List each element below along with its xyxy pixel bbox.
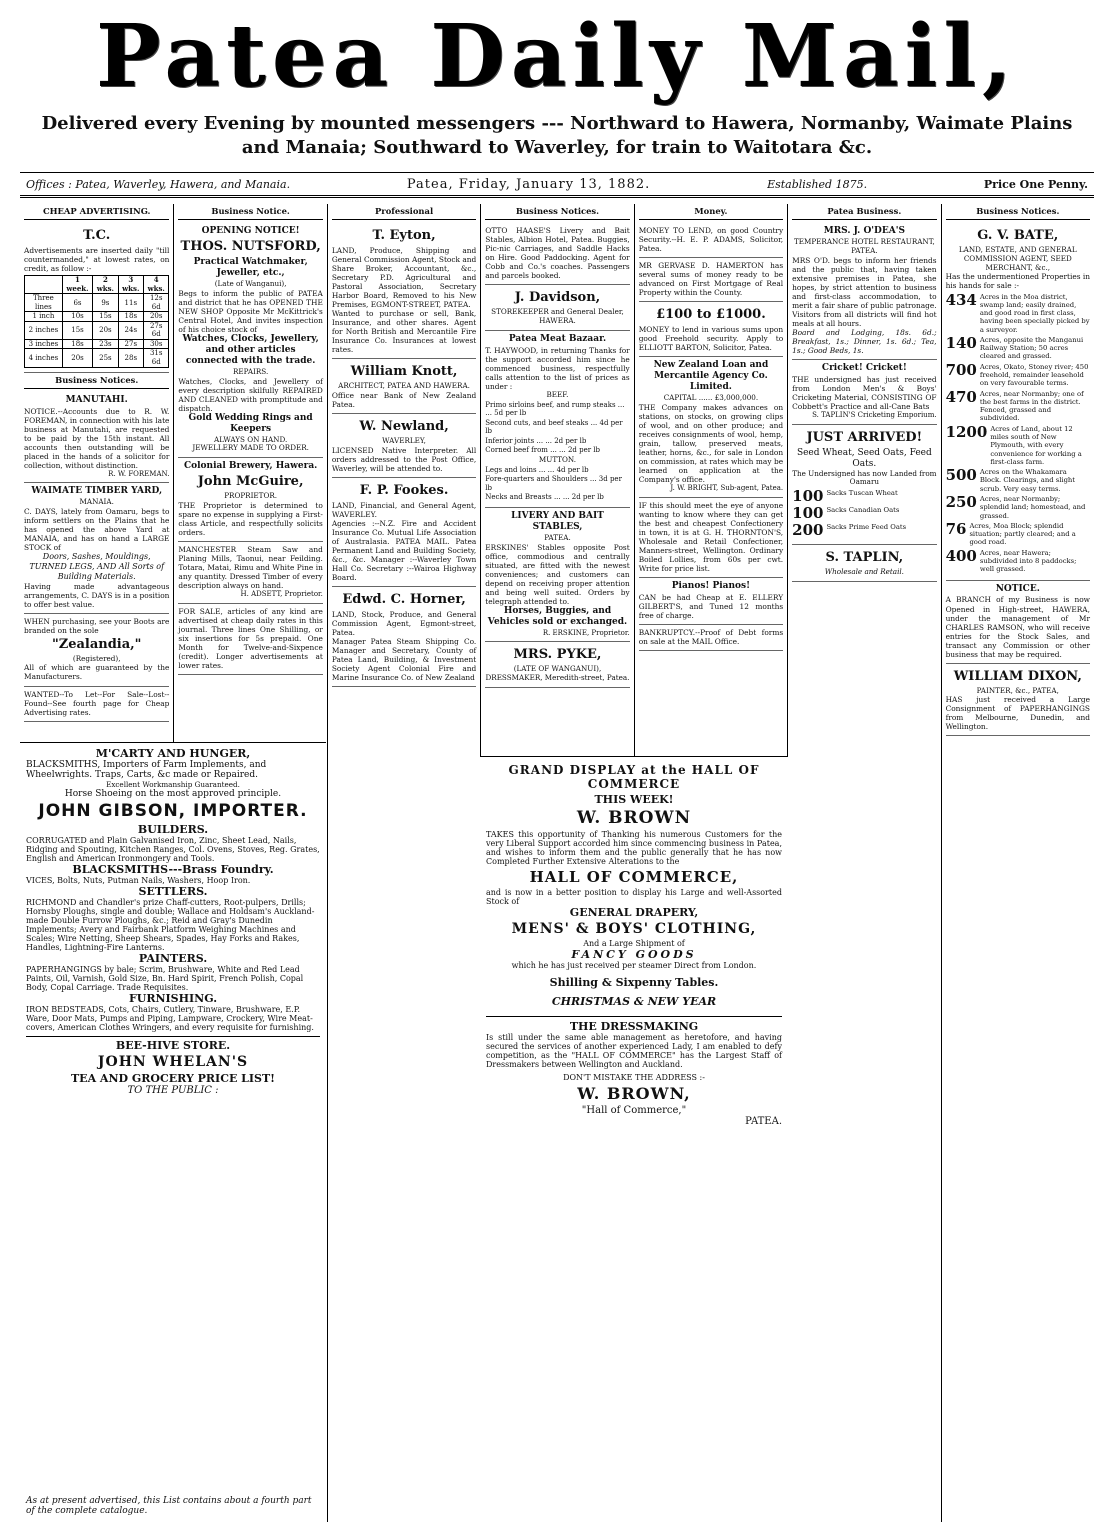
property-item-text: Acres, near Hawera; subdivided into 8 paddocks; well grassed. (979, 548, 1077, 574)
rates-table-header: 2 wks. (93, 276, 118, 294)
column-head: Business Notice. (178, 204, 322, 220)
property-item (945, 492, 1090, 520)
sacks-list (792, 489, 936, 538)
masthead-title: Patea Daily Mail, (96, 6, 1018, 107)
newland-ad (332, 414, 476, 478)
ad-body: NOTICE.--Accounts due to R. W. FOREMAN, in connection with his late business at Manutahi, are requested to be paid by the 15th instant. All accounts then outstanding will be placed in the hands of a solicitor for collection, without distinction. (24, 406, 170, 470)
ad-name: MRS. PYKE, (513, 647, 602, 663)
fancy-goods: FANCY GOODS (571, 948, 697, 961)
property-item-text: Acres, near Normanby; splendid land; homestead, and grassed. (979, 494, 1086, 520)
ad-title: WAIMATE TIMBER YARD, (31, 486, 163, 497)
tc-title: T.C. (83, 228, 111, 244)
brewery-ad (178, 458, 322, 542)
ad-title: NOTICE. (995, 583, 1040, 594)
ad-rates: Board and Lodging, 18s. 6d.; Breakfast, 1s.; Dinner, 1s. 6d.; Tea, 1s.; Good Beds, 1s. (792, 328, 937, 356)
ad-title: Pianos! Pianos! (671, 581, 751, 592)
shipment: And a Large Shipment of (583, 939, 685, 948)
rates-table-cell: 6s (62, 294, 92, 312)
ad-body: THE Proprietor is determined to spare no expense in supplying a First-class Article, and respectfully solicits orders. (178, 500, 323, 537)
rates-table-cell: 18s (62, 339, 92, 349)
ad-gold-sub: ALWAYS ON HAND. (214, 434, 288, 444)
money-ad-2 (639, 258, 783, 302)
meat-price-item: Corned beef from ... ... 2d per lb (485, 446, 601, 455)
rates-table-cell: 4 inches (25, 349, 63, 367)
hall-title: HALL OF COMMERCE, (529, 868, 739, 886)
column-head: Business Notices. (485, 204, 629, 220)
builders-head: BUILDERS. (137, 823, 209, 836)
ad-subtitle: MANAIA. (79, 497, 114, 507)
meat-price-item: Primo sirloins beef, and rump steaks ... ... 5d per lb (485, 400, 625, 418)
pyke-ad (485, 642, 629, 687)
rates-table-cell: 12s 6d (143, 294, 168, 312)
hall-of-commerce-block (480, 756, 788, 1522)
property-item-number: 76 (945, 519, 967, 538)
ad-title: New Zealand Loan and Mercantile Agency Co. Limited. (653, 360, 769, 393)
whelan-end: As at present advertised, this List contains about a fourth part of the complete catalogue. (26, 1496, 312, 1516)
property-item-text: Acres on the Whakamara Block. Clearings, and slight scrub. Very easy terms. (979, 468, 1076, 493)
mens-clothing: MENS' & BOYS' CLOTHING, (511, 921, 757, 937)
ad-name: S. TAPLIN, (825, 550, 904, 566)
brown-title: W. BROWN (576, 808, 692, 828)
rates-table-row (25, 339, 169, 349)
sack-item-number: 100 (792, 487, 824, 506)
ad-subtitle: (Late of Wanganui), (214, 279, 287, 289)
settlers-head: SETTLERS. (138, 885, 208, 898)
ad-horses: Horses, Buggies, and Vehicles sold or exchanged. (487, 605, 628, 627)
ad-signature: S. TAPLIN'S Cricketing Emporium. (812, 411, 937, 420)
property-item-number: 250 (945, 492, 977, 511)
money-ad-3 (639, 302, 783, 357)
ad-body: T. HAYWOOD, in returning Thanks for the support accorded him since he commenced business, respectfully calls attention to the list of prices as under : (485, 345, 630, 391)
ad-beef: BEEF. (546, 389, 569, 399)
ad-signature: R. ERSKINE, Proprietor. (542, 628, 630, 637)
ad-body-end: Manager Patea Steam Shipping Co. Manager and Secretary, County of Patea Land, Building, & Investment Society Agent Colonial Fire and Marine Insurance Co. of New Zealand (331, 637, 477, 683)
meat-bazaar-ad (485, 331, 629, 508)
properties-list (945, 290, 1090, 574)
manutahi-notice (24, 392, 169, 484)
ad-body: LAND, Stock, Produce, and General Commission Agent, Egmont-street, Patea. (331, 609, 477, 637)
dressmaking-body: Is still under the same able management as heretofore, and having secured the services of another experienced Lady, I am enabled to defy competition, as the "HALL OF COMMERCE" has the Largest Staff of Dressmakers between Wellington and Auckland. (486, 1033, 782, 1069)
brown-body: TAKES this opportunity of Thanking his numerous Customers for the very Liberal Support accorded him since commencing business in Patea, and wishes to inform them and the public generally that he has now Completed Further Extensive Alterations to the (486, 830, 782, 866)
ad-signature: H. ADSETT, Proprietor. (240, 590, 323, 599)
money-ad-1 (639, 223, 783, 258)
ad-subtitle: TEMPERANCE HOTEL RESTAURANT, PATEA. (793, 237, 935, 255)
ad-body: C. DAYS, lately from Oamaru, begs to inform settlers on the Plains that he has opened the above Yard at MANAIA, and has on hand a LARGE STOCK of (24, 507, 170, 553)
rates-table-row (25, 294, 169, 312)
ad-title: Colonial Brewery, Hawera. (183, 461, 318, 472)
mccarty-body: BLACKSMITHS, Importers of Farm Implements, and Wheelwrights. Traps, Carts, &c made or Repaired. (26, 760, 267, 780)
ad-body: (LATE OF WANGANUI), DRESSMAKER, Meredith-street, Patea. (485, 664, 630, 682)
drapery: GENERAL DRAPERY, (569, 906, 699, 919)
meat-items (485, 401, 629, 455)
beehive-head: BEE-HIVE STORE. (26, 1036, 320, 1052)
offices: Offices : Patea, Waverley, Hawera, and Manaia. (26, 177, 291, 191)
rates-table-header (25, 276, 63, 294)
property-item-text: Acres, near Normanby; one of the best farms in the district. Fenced, grassed and subdivided. (979, 389, 1084, 423)
ad-body: WANTED--To Let--For Sale--Lost--Found--See fourth page for Cheap Advertising rates. (24, 689, 170, 717)
column-6 (787, 204, 940, 1522)
painters-head: PAINTERS. (138, 952, 208, 965)
property-item-number: 700 (945, 360, 977, 379)
property-item (946, 468, 1090, 493)
delivery-line-2: and Manaia; Southward to Waverley, for train to Waitotara &c. (241, 137, 873, 158)
ad-body: A BRANCH of my Business is now Opened in High-street, HAWERA, under the management of Mr CHARLES RAMSON, who will receive entries for the Stock Sales, and transact any Commission or other business that may be required. (945, 595, 1090, 659)
forsale-ad (178, 604, 322, 675)
column-7 (941, 204, 1094, 1522)
mutton-price-item: Fore-quarters and Shoulders ... 3d per lb (485, 475, 622, 492)
ad-body: MRS O'D. begs to inform her friends and the public that, having taken extensive premises in Patea, she hopes, by strict attention to business and first-class accommodation, to merit a fair share of public patronage. Visitors from all districts will find hot meals at all hours. (792, 255, 937, 328)
ad-name: WILLIAM DIXON, (953, 668, 1082, 684)
ad-items: Doors, Sashes, Mouldings, TURNED LEGS, AND All Sorts of Building Materials. (29, 552, 165, 581)
property-item-text: Acres, Okato, Stoney river; 450 freehold, remainder leasehold on very favourable terms. (979, 362, 1089, 388)
ad-body: The Undersigned has now Landed from Oamaru (792, 468, 937, 487)
bate-ad (946, 223, 1090, 580)
ad-mutton: MUTTON. (538, 454, 577, 464)
ad-repairs: REPAIRS. (233, 366, 269, 376)
meat-price-item: Second cuts, and beef steaks ... 4d per lb (485, 418, 623, 436)
rates-table-cell: 15s (93, 312, 118, 322)
pianos-ad (639, 578, 783, 625)
ad-name: John McGuire, (197, 474, 304, 490)
mccarty-end: Horse Shoeing on the most approved principle. (64, 789, 282, 799)
delivery-line (20, 112, 1094, 160)
bankruptcy-ad (639, 625, 783, 651)
whelan-sub: TEA AND GROCERY PRICE LIST! (71, 1072, 275, 1085)
sack-item (792, 523, 936, 538)
ad-agencies: Agencies :--N.Z. Fire and Accident Insurance Co. Mutual Life Association of Australasia. PATEA MAIL. Patea Permanent Land and Building Society, &c., &c. Manager :--Waverley Town Hall Co. Secretary :--Wairoa Highway Board. (331, 518, 477, 583)
rates-table-cell: 3 inches (25, 339, 63, 349)
rates-table-cell: 15s (62, 321, 92, 339)
property-item (945, 422, 1090, 466)
column-head: Money. (639, 204, 783, 220)
christmas: CHRISTMAS & NEW YEAR (551, 995, 717, 1008)
ad-body: WHEN purchasing, see your Boots are branded on the sole (24, 616, 170, 635)
ad-body: MONEY to lend in various sums upon good Freehold security. Apply to ELLIOTT BARTON, Solicitor, Patea. (638, 325, 784, 353)
ad-body: THE undersigned has just received from London Men's & Boys' Cricketing Material, CONSISTING OF Cobbett's Practice and all-Cane Bats (792, 375, 937, 412)
rates-table-cell: 30s (143, 339, 168, 349)
ad-signature: R. W. FOREMAN. (108, 469, 170, 478)
rates-table-cell: 18s (118, 312, 143, 322)
seed-ad (792, 425, 936, 545)
sack-item (792, 489, 936, 504)
ad-body: MANCHESTER Steam Saw and Planing Mills, Taonui, near Feilding. Totara, Matai, Rimu and White Pine in any quantity. Dressed Timber of every description always on hand. (178, 545, 323, 591)
ad-body: FOR SALE, articles of any kind are advertised at cheap daily rates in this journal. Three lines One Shilling, or six insertions for 5s prepaid. One Month for Twelve-and-Sixpence (credit). Longer advertisements at lower rates. (178, 606, 323, 670)
shilling-tables: Shilling & Sixpenny Tables. (549, 976, 719, 989)
ad-name: THOS. NUTSFORD, (180, 239, 321, 255)
ad-name: G. V. BATE, (977, 228, 1059, 244)
ad-body: MONEY TO LEND, on good Country Security.--H. E. P. ADAMS, Solicitor, Patea. (638, 226, 784, 254)
ad-capital: CAPITAL ...... £3,000,000. (663, 393, 759, 403)
sack-item-number: 100 (792, 504, 824, 523)
rates-table (24, 275, 169, 367)
rates-table-header: 3 wks. (118, 276, 143, 294)
hall-body: and is now in a better position to display his Large and well-Assorted Stock of (486, 888, 782, 906)
settlers-body: RICHMOND and Chandler's prize Chaff-cutters, Root-pulpers, Drills; Hornsby Ploughs, single and double; Wallace and Holdsam's Auckland-made Double Furrow Ploughs, &c.; Reid and Gray's Dunedin Implements; Avery and Fairbank Platform Weighing Machines and Scales; Wire Netting, Sheep Shears, Spades, Hay Forks and Rakes, Handles, Lightning-Fire Lanterns. (26, 898, 315, 952)
ad-trade: Practical Watchmaker, Jeweller, etc., (193, 257, 308, 279)
rates-table-row (25, 312, 169, 322)
ad-body: Has the undermentioned Properties in his hands for sale :- (945, 272, 1090, 291)
wanted-ad (24, 687, 169, 722)
notice-ad (946, 581, 1090, 664)
fancy-body: which he has just received per steamer Direct from London. (511, 961, 757, 970)
column-head: CHEAP ADVERTISING. (24, 204, 169, 220)
mutton-price-item: Necks and Breasts ... ... 2d per lb (485, 493, 604, 502)
whelan-title: JOHN WHELAN'S (97, 1054, 249, 1070)
property-item (945, 333, 1090, 361)
mccarty-title: M'CARTY AND HUNGER, (95, 747, 251, 760)
taplin-ad (792, 545, 936, 582)
grand-display-title: GRAND DISPLAY at the HALL OF COMMERCE (508, 763, 760, 791)
property-item-text: Acres of Land, about 12 miles south of New Plymouth, with every convenience for working a first-class farm. (990, 424, 1082, 466)
rates-table-cell: 24s (118, 321, 143, 339)
property-item (945, 546, 1090, 574)
ad-name: Edwd. C. Horner, (342, 592, 466, 608)
column-head: Business Notices. (946, 204, 1090, 220)
sack-item-number: 200 (792, 521, 824, 540)
ad-body: LICENSED Native Interpreter. All orders addressed to the Post Office, Waverley, will be attended to. (331, 445, 477, 473)
builders-body: CORRUGATED and Plain Galvanised Iron, Zinc, Sheet Lead, Nails, Ridging and Spouting, Kitchen Ranges, Col. Ovens, Stoves, Reg. Grates, English and American Ironmongery and Tools. (26, 836, 320, 863)
delivery-line-1: Delivered every Evening by mounted messengers --- Northward to Hawera, Normanby, Waimate Plains (41, 113, 1073, 134)
ad-body: STOREKEEPER and General Dealer, HAWERA. (491, 307, 624, 326)
rates-table-cell: 31s 6d (143, 349, 168, 367)
boots-ad (24, 614, 169, 687)
dressmaking-head: THE DRESSMAKING (486, 1016, 782, 1033)
rates-table-cell: 9s (93, 294, 118, 312)
rates-table-cell: 23s (93, 339, 118, 349)
ad-body-end: All of which are guaranteed by the Manufacturers. (24, 663, 170, 682)
ad-subtitle: Seed Wheat, Seed Oats, Feed Oats. (796, 447, 932, 469)
ad-body: Begs to inform the public of PATEA and district that he has OPENED THE NEW SHOP Opposite Mr McKittrick's Central Hotel, And invites inspection of his choice stock of (178, 288, 323, 334)
mistake: DON'T MISTAKE THE ADDRESS :- (563, 1073, 705, 1082)
property-item-text: Acres, Moa Block; splendid situation; partly cleared; and a good road. (969, 521, 1076, 547)
mutton-price-item: Legs and loins ... ... 4d per lb (485, 465, 589, 474)
rates-table-cell: Three lines (25, 294, 63, 312)
ad-body: BANKRUPTCY.--Proof of Debt forms on sale at the MAIL Office. (638, 628, 784, 647)
confectionery-ad (639, 498, 783, 578)
ad-items: Watches, Clocks, Jewellery, and other articles connected with the trade. (182, 333, 319, 366)
brown-signature: W. BROWN, (577, 1084, 691, 1103)
ad-jewel: JEWELLERY MADE TO ORDER. (192, 443, 309, 453)
ad-subtitle: ARCHITECT, PATEA AND HAWERA. (338, 381, 470, 391)
ad-title: MRS. J. O'DEA'S (823, 226, 905, 237)
ad-body: Office near Bank of New Zealand Patea. (331, 391, 477, 410)
dateline: Patea, Friday, January 13, 1882. (406, 176, 651, 192)
ad-body: CAN be had Cheap at E. ELLERY GILBERT'S, and Tuned 12 months free of charge. (638, 593, 784, 621)
nz-loan-ad (639, 357, 783, 498)
ad-body: IF this should meet the eye of anyone wanting to know where they can get the best and cheapest Confectionery in town, it is at G. H. THORNTON'S, Wholesale and Retail Confectioner, Manners-street, Wellington. Ordinary Boiled Lollies, from 60s per cwt. Write for price list. (638, 500, 784, 574)
dixon-ad (946, 664, 1090, 737)
established: Established 1875. (767, 177, 868, 191)
ad-name: William Knott, (350, 364, 458, 380)
mutton-items (485, 466, 629, 502)
cricket-ad (792, 360, 936, 425)
this-week: THIS WEEK! (594, 793, 674, 806)
rates-table-cell: 11s (118, 294, 143, 312)
ad-name: J. Davidson, (514, 290, 601, 306)
ad-brand: "Zealandia," (51, 636, 142, 652)
property-item-text: Acres in the Moa district, swamp land; easily drained, and good road in first class, having been specially picked by a surveyor. (979, 292, 1090, 334)
advertising-rates (24, 223, 169, 372)
ad-body: ERSKINES' Stables opposite Post office, commodious and centrally situated, are fitted with the newest conveniences; and customers can depend on receiving proper attention and being well suited. Orders by telegraph attended to. (485, 542, 630, 606)
rates-table-cell: 10s (62, 312, 92, 322)
property-item (945, 387, 1090, 423)
ad-name: T. Eyton, (372, 228, 436, 244)
rates-table-cell: 27s (118, 339, 143, 349)
ad-name: W. Newland, (359, 419, 449, 435)
ad-subtitle: LAND, ESTATE, AND GENERAL COMMISSION AGENT, SEED MERCHANT, &c., (958, 245, 1077, 272)
rates-table-row (25, 321, 169, 339)
blacksmiths-body: VICES, Bolts, Nuts, Putman Nails, Washers, Hoop Iron. (26, 876, 251, 885)
blacksmiths-head: BLACKSMITHS---Brass Foundry. (72, 863, 274, 876)
property-item-number: 434 (945, 290, 977, 309)
rates-table-header: 4 wks. (143, 276, 168, 294)
ad-signature: J. W. BRIGHT, Sub-agent, Patea. (670, 484, 784, 493)
ad-title: OPENING NOTICE! (201, 226, 300, 237)
ad-body-end: Wanted to purchase or sell, Bank, Insurance, and other shares. Agent for North British and Mercantile Fire Insurance Co. Insurances at lowest rates. (331, 309, 477, 355)
column-3 (327, 204, 480, 1522)
eyton-ad (332, 223, 476, 359)
ad-body: OTTO HAASE'S Livery and Bait Stables, Albion Hotel, Patea. Buggies, Pic-nic Carriages, and Saddle Hacks on Hire. Good Paddocking. Agent for Cobb and Co.'s coaches. Passengers and parcels booked. (485, 226, 630, 281)
brown-hall: "Hall of Commerce," (581, 1105, 687, 1116)
property-item-number: 140 (945, 333, 977, 352)
property-item (945, 360, 1090, 388)
price: Price One Penny. (983, 177, 1088, 191)
property-item-number: 1200 (945, 422, 988, 441)
fookes-ad (332, 478, 476, 587)
ad-subtitle: PROPRIETOR. (224, 491, 278, 501)
horner-ad (332, 587, 476, 687)
ad-name: F. P. Fookes. (359, 482, 449, 498)
ad-body: LAND, Financial, and General Agent, WAVERLEY. (331, 500, 477, 519)
mccarty-sub: Excellent Workmanship Guaranteed. (106, 780, 240, 789)
ad-subtitle: Wholesale and Retail. (824, 566, 904, 576)
rates-table-header: 1 week. (62, 276, 92, 294)
whelan-to: TO THE PUBLIC : (127, 1085, 219, 1096)
gibson-title: JOHN GIBSON, IMPORTER. (38, 801, 308, 821)
ad-gold: Gold Wedding Rings and Keepers (188, 412, 313, 434)
ad-subtitle: (Registered), (72, 653, 121, 663)
furnishing-body: IRON BEDSTEADS, Cots, Chairs, Cutlery, Tinware, Brushware, E.P. Ware, Door Mats, Pumps and Piping, Lampware, Crockery, Wire Meat-covers, American Clothes Wringers, and every requisite for furnishing. (26, 1005, 314, 1032)
section-head: Business Notices. (24, 373, 169, 389)
rates-table-cell: 25s (93, 349, 118, 367)
tc-text: Advertisements are inserted daily "till countermanded," at lowest rates, on credit, as follow :- (24, 246, 170, 274)
painters-body: PAPERHANGINGS by bale; Scrim, Brushware, White and Red Lead Paints, Oil, Varnish, Gold Size, Bn. Hard Spirit, French Polish, Copal Body, Copal Carriage. Trade Requisites. (26, 965, 304, 992)
sack-item-text: Sacks Prime Feed Oats (826, 523, 907, 532)
rates-table-cell: 1 inch (25, 312, 63, 322)
sack-item-text: Sacks Tuscan Wheat (826, 489, 898, 498)
haase-ad (485, 223, 629, 285)
knott-ad (332, 359, 476, 414)
meat-price-item: Inferior joints ... ... 2d per lb (485, 436, 587, 445)
ad-repairs-body: Watches, Clocks, and Jewellery of every description skilfully REPAIRED AND CLEANED with promptitude and dispatch. (178, 376, 323, 413)
ad-subtitle: PATEA. (544, 532, 571, 542)
ad-title: Patea Meat Bazaar. (508, 333, 607, 344)
ad-body-end: Having made advantageous arrangements, C. DAYS is in a position to offer best value. (24, 581, 170, 609)
ad-range: £100 to £1000. (656, 307, 766, 323)
manchester-ad (178, 542, 322, 604)
property-item-number: 400 (945, 546, 977, 565)
ad-title: Cricket! Cricket! (821, 363, 907, 374)
property-item (945, 519, 1090, 547)
nutsford-ad (178, 223, 322, 458)
masthead (20, 6, 1094, 108)
odea-ad (792, 223, 936, 360)
rates-table-cell: 20s (93, 321, 118, 339)
rates-table-cell: 2 inches (25, 321, 63, 339)
ad-title: MANUTAHI. (65, 394, 128, 405)
ad-body: MR GERVASE D. HAMERTON has several sums of money ready to be advanced on First Mortgage of Real Property within the County. (638, 261, 784, 298)
ad-body: LAND, Produce, Shipping and General Commission Agent, Stock and Share Broker, Accountant, &c., Secretary P.D. Agricultural and Pastoral Association, Secretary Harbor Board, Removed to his New Premises, EGMONT-STREET, PATEA. (331, 246, 477, 310)
ad-body: HAS just received a Large Consignment of PAPERHANGINGS from Melbourne, Dunedin, and Wellington. (945, 695, 1090, 732)
furnishing-head: FURNISHING. (128, 992, 218, 1005)
ad-subtitle: WAVERLEY, (382, 436, 426, 446)
ad-title: LIVERY AND BAIT STABLES, (511, 510, 604, 532)
ad-subtitle: PAINTER, &c., PATEA, (976, 685, 1059, 695)
property-item (945, 290, 1090, 334)
property-item-number: 500 (945, 466, 977, 485)
ad-title: JUST ARRIVED! (806, 429, 923, 445)
davidson-ad (485, 285, 629, 330)
rates-table-cell: 27s 6d (143, 321, 168, 339)
timber-yard-ad (24, 483, 169, 613)
property-item-number: 470 (945, 387, 977, 406)
column-head: Professional (332, 204, 476, 220)
sack-item (792, 506, 936, 521)
column-head: Patea Business. (792, 204, 936, 220)
property-item-text: Acres, opposite the Manganui Railway Station; 50 acres cleared and grassed. (979, 335, 1084, 361)
rates-table-cell: 20s (143, 312, 168, 322)
rates-table-cell: 20s (62, 349, 92, 367)
rates-table-cell: 28s (118, 349, 143, 367)
gibson-block (20, 742, 326, 1522)
livery-ad (485, 508, 629, 642)
rates-table-row (25, 349, 169, 367)
sack-item-text: Sacks Canadian Oats (826, 506, 900, 515)
info-bar (20, 172, 1094, 198)
ad-body: THE Company makes advances on stations, on stocks, on growing clips of wool, and on other produce; and receives consignments of wool, hemp, grain, tallow, preserved meats, leather, horns, &c., for sale in London on commission, at rates which may be learned on application at the Company's office. (638, 403, 784, 485)
brown-patea: PATEA. (745, 1116, 782, 1127)
